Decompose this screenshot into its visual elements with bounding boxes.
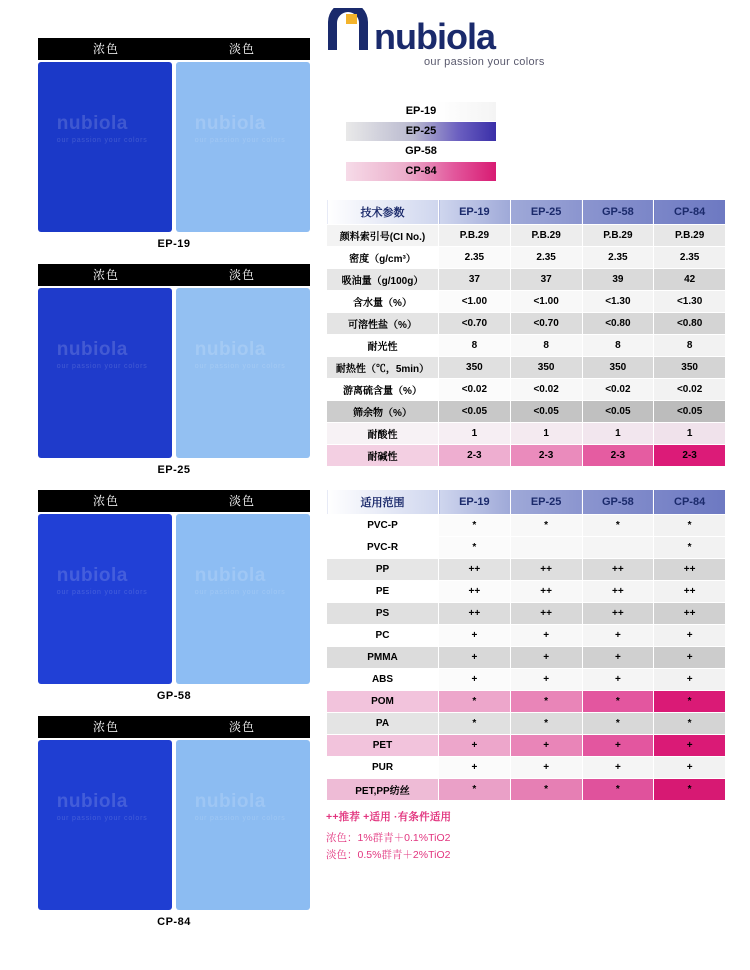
cell-value: ++ bbox=[582, 581, 654, 603]
table-row bbox=[327, 423, 726, 445]
cell-value: ++ bbox=[654, 581, 726, 603]
row-label: 含水量（%） bbox=[327, 291, 439, 313]
table-row bbox=[327, 357, 726, 379]
cell-value: 39 bbox=[582, 269, 654, 291]
cell-value: <0.02 bbox=[510, 379, 582, 401]
cell-value: 8 bbox=[510, 335, 582, 357]
chip-watermark: nubiola our passion your colors bbox=[56, 113, 148, 144]
cell-value: 2.35 bbox=[439, 247, 511, 269]
swatch-header-bar bbox=[38, 490, 310, 512]
table-row bbox=[327, 537, 726, 559]
cell-value: * bbox=[582, 713, 654, 735]
color-chip-light bbox=[176, 514, 310, 684]
table-row bbox=[327, 757, 726, 779]
swatch-header-bar bbox=[38, 38, 310, 60]
table-row bbox=[327, 669, 726, 691]
swatch-caption: GP-58 bbox=[156, 690, 192, 702]
swatch-column bbox=[38, 38, 310, 942]
row-label: 筛余物（%） bbox=[327, 401, 439, 423]
cell-value: * bbox=[654, 515, 726, 537]
swatch-chips bbox=[38, 740, 310, 910]
swatch-panel-gp-58 bbox=[38, 490, 310, 702]
table-header-row bbox=[327, 200, 726, 225]
cell-value: ++ bbox=[439, 581, 511, 603]
cell-value: ++ bbox=[582, 603, 654, 625]
color-chip-light bbox=[176, 62, 310, 232]
legend-row-ep-19: EP-19 bbox=[346, 102, 496, 121]
row-label: 耐碱性 bbox=[327, 445, 439, 467]
row-label: PET bbox=[327, 735, 439, 757]
row-label: 耐热性（℃，5min） bbox=[327, 357, 439, 379]
cell-value: <0.05 bbox=[510, 401, 582, 423]
cell-value: <0.80 bbox=[654, 313, 726, 335]
technical-spec-table bbox=[326, 199, 726, 467]
swatch-header-light: 淡色 bbox=[228, 720, 255, 734]
row-label: PP bbox=[327, 559, 439, 581]
cell-value: 2.35 bbox=[510, 247, 582, 269]
row-label: 可溶性盐（%） bbox=[327, 313, 439, 335]
row-label: 密度（g/cm³） bbox=[327, 247, 439, 269]
color-chip-light bbox=[176, 740, 310, 910]
cell-value: * bbox=[439, 691, 511, 713]
header-param: 技术参数 bbox=[327, 200, 439, 225]
cell-value: + bbox=[582, 647, 654, 669]
swatch-chips bbox=[38, 62, 310, 232]
row-label: PUR bbox=[327, 757, 439, 779]
row-label: 耐酸性 bbox=[327, 423, 439, 445]
table-row bbox=[327, 291, 726, 313]
swatch-header-dark: 浓色 bbox=[92, 42, 119, 56]
chip-watermark: nubiola our passion your colors bbox=[194, 339, 286, 370]
row-label: 颜料索引号(CI No.) bbox=[327, 225, 439, 247]
header-cp-84: CP-84 bbox=[654, 200, 726, 225]
cell-value: * bbox=[510, 691, 582, 713]
table-row bbox=[327, 625, 726, 647]
cell-value bbox=[510, 537, 582, 559]
cell-value: * bbox=[510, 713, 582, 735]
header-ep-19: EP-19 bbox=[439, 200, 511, 225]
cell-value: ++ bbox=[654, 603, 726, 625]
dosage-light: 淡色：0.5%群青＋2%TiO2 bbox=[326, 849, 451, 861]
table-header-row bbox=[327, 490, 726, 515]
table-row bbox=[327, 379, 726, 401]
cell-value: * bbox=[654, 537, 726, 559]
table-row bbox=[327, 269, 726, 291]
header-gp-58: GP-58 bbox=[582, 200, 654, 225]
cell-value: * bbox=[582, 515, 654, 537]
cell-value: + bbox=[654, 647, 726, 669]
cell-value: ++ bbox=[439, 603, 511, 625]
cell-value bbox=[582, 537, 654, 559]
chip-watermark: nubiola our passion your colors bbox=[56, 791, 148, 822]
product-gradient-legend bbox=[346, 102, 496, 181]
row-label: PMMA bbox=[327, 647, 439, 669]
table-row bbox=[327, 581, 726, 603]
row-label: PET,PP纺丝 bbox=[327, 779, 439, 801]
cell-value: <1.30 bbox=[654, 291, 726, 313]
cell-value: * bbox=[582, 691, 654, 713]
cell-value: 8 bbox=[654, 335, 726, 357]
row-label: PS bbox=[327, 603, 439, 625]
table-row bbox=[327, 313, 726, 335]
cell-value: * bbox=[439, 713, 511, 735]
cell-value: <0.05 bbox=[439, 401, 511, 423]
cell-value: <0.02 bbox=[654, 379, 726, 401]
cell-value: ++ bbox=[510, 603, 582, 625]
header-ep-25: EP-25 bbox=[510, 490, 582, 515]
row-label: POM bbox=[327, 691, 439, 713]
cell-value: 37 bbox=[439, 269, 511, 291]
table-row bbox=[327, 735, 726, 757]
cell-value: + bbox=[654, 757, 726, 779]
cell-value: <0.70 bbox=[510, 313, 582, 335]
table-row bbox=[327, 401, 726, 423]
swatch-chips bbox=[38, 288, 310, 458]
table-row bbox=[327, 713, 726, 735]
cell-value: + bbox=[510, 625, 582, 647]
table-row bbox=[327, 647, 726, 669]
color-chip-dark bbox=[38, 514, 172, 684]
cell-value: 2-3 bbox=[654, 445, 726, 467]
cell-value: P.B.29 bbox=[439, 225, 511, 247]
swatch-panel-cp-84 bbox=[38, 716, 310, 928]
cell-value: ++ bbox=[439, 559, 511, 581]
table-row bbox=[327, 335, 726, 357]
cell-value: <0.80 bbox=[582, 313, 654, 335]
table-row bbox=[327, 559, 726, 581]
right-column bbox=[326, 0, 726, 864]
cell-value: 350 bbox=[439, 357, 511, 379]
color-chip-dark bbox=[38, 288, 172, 458]
row-label: PE bbox=[327, 581, 439, 603]
arch-logo-icon bbox=[326, 8, 370, 52]
row-label: 吸油量（g/100g） bbox=[327, 269, 439, 291]
cell-value: <1.30 bbox=[582, 291, 654, 313]
cell-value: * bbox=[510, 779, 582, 801]
cell-value: 8 bbox=[582, 335, 654, 357]
swatch-header-dark: 浓色 bbox=[92, 494, 119, 508]
cell-value: + bbox=[439, 757, 511, 779]
cell-value: * bbox=[582, 779, 654, 801]
cell-value: <0.05 bbox=[654, 401, 726, 423]
swatch-caption: CP-84 bbox=[157, 916, 191, 928]
cell-value: 2.35 bbox=[582, 247, 654, 269]
cell-value: 37 bbox=[510, 269, 582, 291]
cell-value: P.B.29 bbox=[654, 225, 726, 247]
cell-value: + bbox=[582, 625, 654, 647]
cell-value: + bbox=[510, 669, 582, 691]
cell-value: + bbox=[654, 625, 726, 647]
cell-value: + bbox=[582, 757, 654, 779]
chip-watermark: nubiola our passion your colors bbox=[56, 565, 148, 596]
table-row bbox=[327, 445, 726, 467]
swatch-caption: EP-19 bbox=[157, 238, 191, 250]
swatch-header-dark: 浓色 bbox=[92, 268, 119, 282]
cell-value: 1 bbox=[439, 423, 511, 445]
application-range-table bbox=[326, 489, 726, 801]
cell-value: 350 bbox=[510, 357, 582, 379]
cell-value: 1 bbox=[654, 423, 726, 445]
dosage-dark: 浓色：1%群青＋0.1%TiO2 bbox=[326, 832, 451, 844]
cell-value: P.B.29 bbox=[510, 225, 582, 247]
cell-value: + bbox=[439, 647, 511, 669]
cell-value: <0.05 bbox=[582, 401, 654, 423]
cell-value: 1 bbox=[510, 423, 582, 445]
swatch-panel-ep-25 bbox=[38, 264, 310, 476]
header-ep-19: EP-19 bbox=[439, 490, 511, 515]
cell-value: ++ bbox=[582, 559, 654, 581]
cell-value: * bbox=[439, 515, 511, 537]
table-row bbox=[327, 515, 726, 537]
cell-value: P.B.29 bbox=[582, 225, 654, 247]
cell-value: <0.02 bbox=[582, 379, 654, 401]
legend-row-gp-58: GP-58 bbox=[346, 142, 496, 161]
swatch-header-light: 淡色 bbox=[228, 494, 255, 508]
cell-value: 42 bbox=[654, 269, 726, 291]
swatch-chips bbox=[38, 514, 310, 684]
brand-logo bbox=[326, 0, 726, 72]
swatch-header-bar bbox=[38, 264, 310, 286]
row-label: PA bbox=[327, 713, 439, 735]
row-label: PVC-P bbox=[327, 515, 439, 537]
chip-watermark: nubiola our passion your colors bbox=[194, 791, 286, 822]
chip-watermark: nubiola our passion your colors bbox=[194, 565, 286, 596]
table-row bbox=[327, 603, 726, 625]
cell-value: <1.00 bbox=[510, 291, 582, 313]
cell-value: 350 bbox=[582, 357, 654, 379]
cell-value: 2-3 bbox=[582, 445, 654, 467]
cell-value: + bbox=[654, 669, 726, 691]
row-label: PC bbox=[327, 625, 439, 647]
symbol-legend: ++推荐 +适用 ·有条件适用 bbox=[326, 811, 452, 823]
cell-value: + bbox=[439, 669, 511, 691]
cell-value: 8 bbox=[439, 335, 511, 357]
footnotes bbox=[326, 809, 726, 864]
cell-value: <0.02 bbox=[439, 379, 511, 401]
row-label: 游离硫含量（%） bbox=[327, 379, 439, 401]
cell-value: 2.35 bbox=[654, 247, 726, 269]
header-ep-25: EP-25 bbox=[510, 200, 582, 225]
cell-value: + bbox=[654, 735, 726, 757]
cell-value: + bbox=[582, 669, 654, 691]
cell-value: ++ bbox=[654, 559, 726, 581]
cell-value: 2-3 bbox=[439, 445, 511, 467]
swatch-header-light: 淡色 bbox=[228, 268, 255, 282]
cell-value: 1 bbox=[582, 423, 654, 445]
cell-value: * bbox=[654, 779, 726, 801]
legend-row-ep-25: EP-25 bbox=[346, 122, 496, 141]
cell-value: * bbox=[654, 713, 726, 735]
legend-row-cp-84: CP-84 bbox=[346, 162, 496, 181]
color-chip-dark bbox=[38, 62, 172, 232]
swatch-caption: EP-25 bbox=[157, 464, 191, 476]
swatch-header-bar bbox=[38, 716, 310, 738]
swatch-header-dark: 浓色 bbox=[92, 720, 119, 734]
table-row bbox=[327, 779, 726, 801]
table-row bbox=[327, 247, 726, 269]
cell-value: * bbox=[510, 515, 582, 537]
cell-value: ++ bbox=[510, 581, 582, 603]
cell-value: + bbox=[510, 757, 582, 779]
cell-value: <0.70 bbox=[439, 313, 511, 335]
cell-value: + bbox=[439, 625, 511, 647]
brand-name: nubiola bbox=[374, 16, 495, 57]
cell-value: 2-3 bbox=[510, 445, 582, 467]
header-application: 适用范围 bbox=[327, 490, 439, 515]
chip-watermark: nubiola our passion your colors bbox=[194, 113, 286, 144]
cell-value: ++ bbox=[510, 559, 582, 581]
cell-value: * bbox=[654, 691, 726, 713]
cell-value: * bbox=[439, 537, 511, 559]
cell-value: <1.00 bbox=[439, 291, 511, 313]
cell-value: 350 bbox=[654, 357, 726, 379]
header-cp-84: CP-84 bbox=[654, 490, 726, 515]
table-row bbox=[327, 691, 726, 713]
color-chip-light bbox=[176, 288, 310, 458]
brand-tagline: our passion your colors bbox=[424, 56, 545, 68]
swatch-panel-ep-19 bbox=[38, 38, 310, 250]
table-row bbox=[327, 225, 726, 247]
row-label: ABS bbox=[327, 669, 439, 691]
color-chip-dark bbox=[38, 740, 172, 910]
swatch-header-light: 淡色 bbox=[228, 42, 255, 56]
cell-value: + bbox=[510, 647, 582, 669]
cell-value: + bbox=[582, 735, 654, 757]
header-gp-58: GP-58 bbox=[582, 490, 654, 515]
chip-watermark: nubiola our passion your colors bbox=[56, 339, 148, 370]
cell-value: + bbox=[439, 735, 511, 757]
row-label: PVC-R bbox=[327, 537, 439, 559]
row-label: 耐光性 bbox=[327, 335, 439, 357]
cell-value: * bbox=[439, 779, 511, 801]
cell-value: + bbox=[510, 735, 582, 757]
